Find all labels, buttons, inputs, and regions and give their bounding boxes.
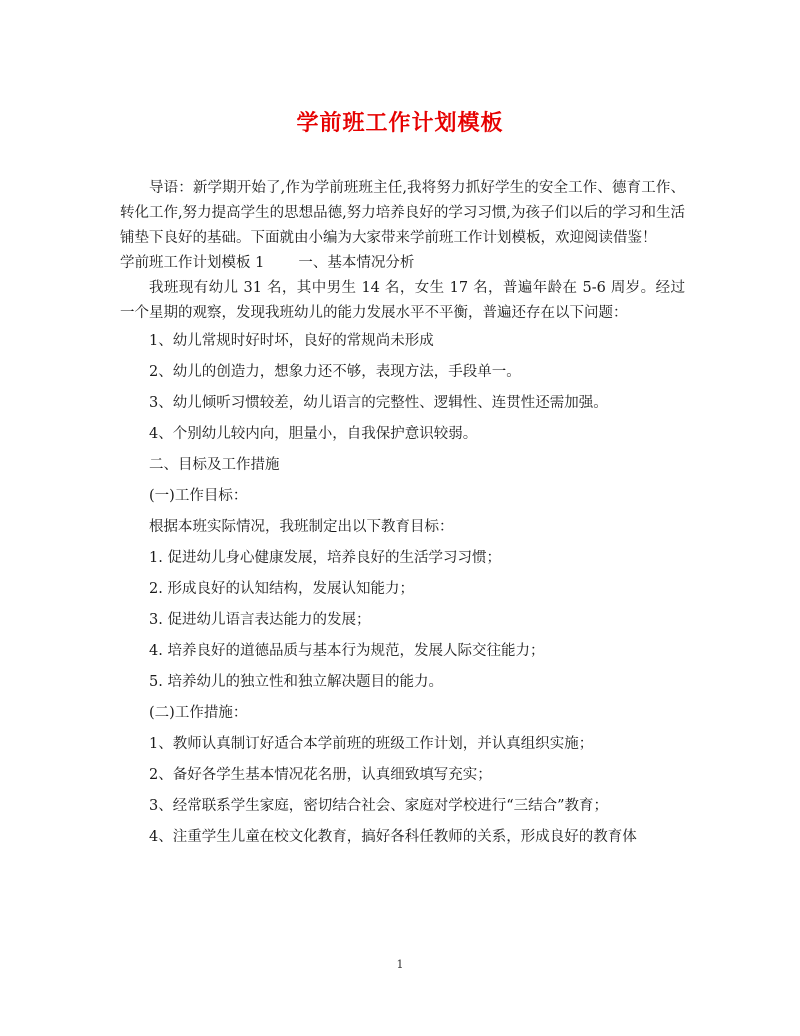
goal-item: 1. 促进幼儿身心健康发展，培养良好的生活学习习惯；: [149, 550, 501, 566]
document-title: 学前班工作计划模板: [296, 110, 504, 136]
problems-list: [120, 326, 685, 853]
measures-heading: (二)工作措施：: [149, 705, 248, 721]
intro-paragraph: 导语：新学期开始了,作为学前班班主任,我将努力抓好学生的安全工作、德育工作、转化工作,努力提高学生的思想品德,努力培养良好的学习习惯,为孩子们以后的学习和生活铺垫下良好的基础。下面就由小编为大家带来学前班工作计划模板，欢迎阅读借鉴！: [120, 180, 685, 246]
problem-item: 3、幼儿倾听习惯较差，幼儿语言的完整性、逻辑性、连贯性还需加强。: [149, 395, 608, 411]
measure-item: 1、教师认真制订好适合本学前班的班级工作计划，并认真组织实施；: [149, 736, 594, 752]
goal-item: 5. 培养幼儿的独立性和独立解决题目的能力。: [149, 674, 443, 690]
measure-item: 4、注重学生儿童在校文化教育，搞好各科任教师的关系，形成良好的教育体: [149, 829, 637, 845]
page-number: 1: [396, 958, 404, 971]
measure-item: 3、经常联系学生家庭，密切结合社会、家庭对学校进行“三结合”教育；: [149, 798, 609, 814]
goal-item: 3. 促进幼儿语言表达能力的发展；: [149, 612, 371, 628]
section-heading-line: [120, 251, 685, 276]
measure-item: 2、备好各学生基本情况花名册，认真细致填写充实；: [149, 767, 492, 783]
goals-intro: 根据本班实际情况，我班制定出以下教育目标：: [149, 519, 454, 535]
section1-heading: 一、基本情况分析: [298, 255, 415, 271]
section2-heading: 二、目标及工作措施: [149, 457, 280, 473]
problem-item: 1、幼儿常规时好时坏，良好的常规尚未形成: [149, 333, 434, 349]
document-body: [120, 176, 685, 853]
goals-heading: (一)工作目标：: [149, 488, 248, 504]
goal-item: 4. 培养良好的道德品质与基本行为规范，发展人际交往能力；: [149, 643, 545, 659]
problem-item: 4、个别幼儿较内向，胆量小，自我保护意识较弱。: [149, 426, 478, 442]
goal-item: 2. 形成良好的认知结构，发展认知能力；: [149, 581, 414, 597]
situation-paragraph: 我班现有幼儿 31 名，其中男生 14 名，女生 17 名，普遍年龄在 5-6 周岁。经过一个星期的观察，发现我班幼儿的能力发展水平不平衡，普遍还存在以下问题：: [120, 280, 685, 321]
problem-item: 2、幼儿的创造力，想象力还不够，表现方法，手段单一。: [149, 364, 521, 380]
template-label: 学前班工作计划模板 1: [120, 255, 265, 271]
